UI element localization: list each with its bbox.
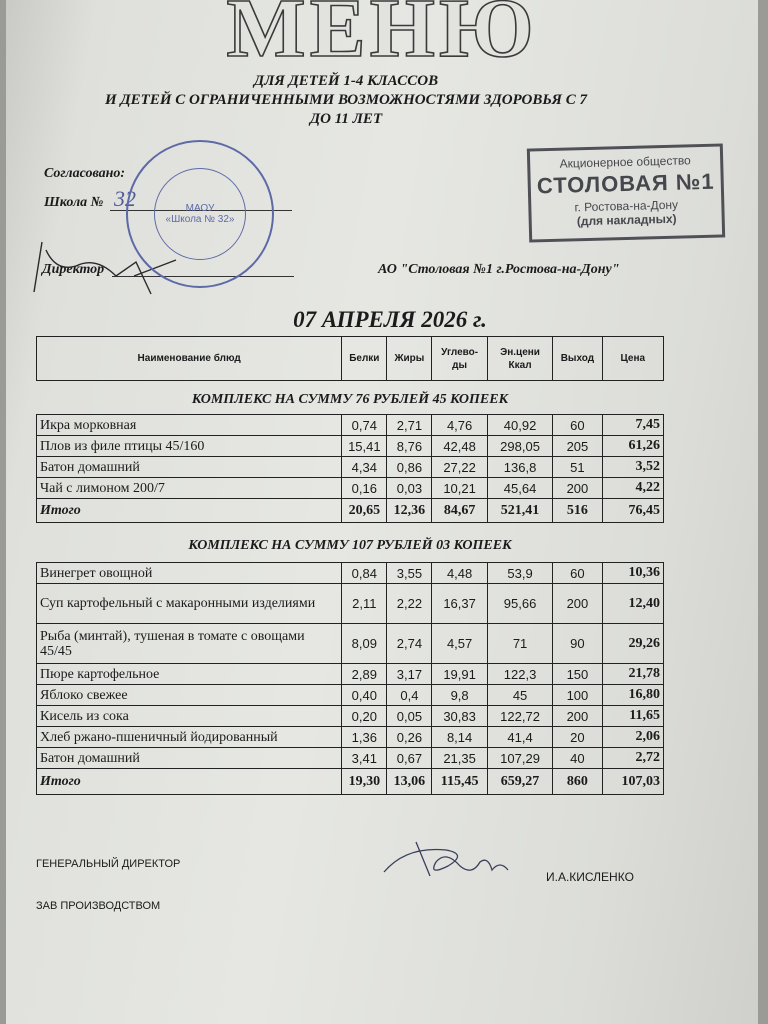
dish-price: 2,06 xyxy=(602,727,664,748)
dish-proteins: 0,40 xyxy=(342,685,387,706)
dish-name: Хлеб ржано-пшеничный йодированный xyxy=(37,727,342,748)
dish-proteins: 0,20 xyxy=(342,706,387,727)
dish-proteins: 2,89 xyxy=(342,664,387,685)
dish-fats: 3,55 xyxy=(387,563,432,584)
total-fats: 13,06 xyxy=(387,769,432,795)
table-row xyxy=(37,727,664,748)
dish-carbs: 9,8 xyxy=(432,685,487,706)
dish-carbs: 16,37 xyxy=(432,584,487,624)
dish-carbs: 4,48 xyxy=(432,563,487,584)
dish-energy: 122,3 xyxy=(487,664,553,685)
subtitle-line-2: И ДЕТЕЙ С ОГРАНИЧЕННЫМИ ВОЗМОЖНОСТЯМИ ЗДОРОВЬЯ С 7 xyxy=(105,92,587,108)
dish-carbs: 27,22 xyxy=(432,457,487,478)
dish-price: 7,45 xyxy=(602,415,664,436)
dish-carbs: 21,35 xyxy=(432,748,487,769)
production-head-label: ЗАВ ПРОИЗВОДСТВОМ xyxy=(36,900,161,912)
dish-fats: 2,71 xyxy=(387,415,432,436)
dish-proteins: 3,41 xyxy=(342,748,387,769)
total-price: 76,45 xyxy=(602,499,664,523)
dish-energy: 136,8 xyxy=(487,457,553,478)
table-row xyxy=(37,624,664,664)
dish-yield: 200 xyxy=(553,584,602,624)
dish-carbs: 4,76 xyxy=(432,415,487,436)
dish-name: Рыба (минтай), тушеная в томате с овощами 45/45 xyxy=(37,624,342,664)
dish-proteins: 15,41 xyxy=(342,436,387,457)
header-energy-1: Эн.цени xyxy=(500,346,540,358)
header-energy xyxy=(487,337,553,381)
dish-price: 2,72 xyxy=(602,748,664,769)
header-carbs xyxy=(432,337,487,381)
dish-price: 29,26 xyxy=(602,624,664,664)
menu-date: 07 АПРЕЛЯ 2026 г. xyxy=(293,307,487,332)
dish-yield: 150 xyxy=(553,664,602,685)
menu-document xyxy=(6,0,758,1024)
dish-proteins: 0,74 xyxy=(342,415,387,436)
dish-energy: 298,05 xyxy=(487,436,553,457)
supplier-stamp-line-3: г. Ростова-на-Дону xyxy=(574,197,679,215)
dish-carbs: 30,83 xyxy=(432,706,487,727)
dish-proteins: 4,34 xyxy=(342,457,387,478)
dish-carbs: 8,14 xyxy=(432,727,487,748)
header-fats: Жиры xyxy=(387,337,432,381)
header-price: Цена xyxy=(602,337,664,381)
dish-proteins: 0,84 xyxy=(342,563,387,584)
dish-proteins: 0,16 xyxy=(342,478,387,499)
document-title: МЕНЮ xyxy=(226,0,538,75)
dish-fats: 8,76 xyxy=(387,436,432,457)
total-carbs: 84,67 xyxy=(432,499,487,523)
header-name: Наименование блюд xyxy=(37,337,342,381)
dish-carbs: 19,91 xyxy=(432,664,487,685)
dish-yield: 51 xyxy=(553,457,602,478)
complex-1-table xyxy=(36,414,664,523)
dish-carbs: 4,57 xyxy=(432,624,487,664)
school-number-handwritten: 32 xyxy=(114,186,136,211)
total-fats: 12,36 xyxy=(387,499,432,523)
agreed-label: Согласовано: xyxy=(44,166,126,181)
table-row xyxy=(37,664,664,685)
dish-proteins: 8,09 xyxy=(342,624,387,664)
school-label: Школа № xyxy=(44,195,104,210)
director-name: И.А.КИСЛЕНКО xyxy=(546,870,634,884)
dish-energy: 71 xyxy=(487,624,553,664)
dish-fats: 0,67 xyxy=(387,748,432,769)
dish-yield: 90 xyxy=(553,624,602,664)
total-row xyxy=(37,499,664,523)
total-carbs: 115,45 xyxy=(432,769,487,795)
table-row xyxy=(37,457,664,478)
dish-price: 3,52 xyxy=(602,457,664,478)
complex-2-table xyxy=(36,562,664,795)
total-label: Итого xyxy=(37,769,342,795)
total-row xyxy=(37,769,664,795)
dish-name: Кисель из сока xyxy=(37,706,342,727)
dish-proteins: 2,11 xyxy=(342,584,387,624)
supplier-stamp-line-1: Акционерное общество xyxy=(559,153,691,171)
dish-fats: 0,05 xyxy=(387,706,432,727)
dish-yield: 20 xyxy=(553,727,602,748)
school-stamp-line-2: «Школа № 32» xyxy=(165,214,235,225)
total-yield: 860 xyxy=(553,769,602,795)
dish-carbs: 10,21 xyxy=(432,478,487,499)
dish-energy: 122,72 xyxy=(487,706,553,727)
dish-price: 10,36 xyxy=(602,563,664,584)
complex-2-title: КОМПЛЕКС НА СУММУ 107 РУБЛЕЙ 03 КОПЕЕК xyxy=(188,538,512,553)
dish-yield: 60 xyxy=(553,415,602,436)
supplier-stamp-line-4: (для накладных) xyxy=(576,211,677,229)
dish-energy: 95,66 xyxy=(487,584,553,624)
supplier-stamp xyxy=(527,143,725,242)
supplier-name: АО "Столовая №1 г.Ростова-на-Дону" xyxy=(378,262,620,277)
table-row xyxy=(37,748,664,769)
dish-name: Чай с лимоном 200/7 xyxy=(37,478,342,499)
table-row xyxy=(37,478,664,499)
dish-price: 12,40 xyxy=(602,584,664,624)
dish-energy: 53,9 xyxy=(487,563,553,584)
dish-name: Батон домашний xyxy=(37,457,342,478)
table-row xyxy=(37,563,664,584)
dish-fats: 0,26 xyxy=(387,727,432,748)
total-price: 107,03 xyxy=(602,769,664,795)
dish-name: Яблоко свежее xyxy=(37,685,342,706)
dish-energy: 45,64 xyxy=(487,478,553,499)
subtitle-line-3: ДО 11 ЛЕТ xyxy=(309,111,383,127)
general-director-signature xyxy=(376,836,526,886)
table-header xyxy=(36,336,664,381)
table-row xyxy=(37,685,664,706)
complex-1-title: КОМПЛЕКС НА СУММУ 76 РУБЛЕЙ 45 КОПЕЕК xyxy=(191,392,509,407)
table-row xyxy=(37,706,664,727)
dish-fats: 2,22 xyxy=(387,584,432,624)
dish-energy: 41,4 xyxy=(487,727,553,748)
total-proteins: 19,30 xyxy=(342,769,387,795)
dish-proteins: 1,36 xyxy=(342,727,387,748)
dish-price: 61,26 xyxy=(602,436,664,457)
dish-yield: 100 xyxy=(553,685,602,706)
table-row xyxy=(37,436,664,457)
school-stamp-line-1: МАОУ xyxy=(185,203,215,214)
dish-yield: 40 xyxy=(553,748,602,769)
header-carbs-2: ды xyxy=(452,359,468,371)
dish-energy: 45 xyxy=(487,685,553,706)
dish-price: 21,78 xyxy=(602,664,664,685)
total-label: Итого xyxy=(37,499,342,523)
total-proteins: 20,65 xyxy=(342,499,387,523)
dish-yield: 200 xyxy=(553,478,602,499)
dish-energy: 40,92 xyxy=(487,415,553,436)
dish-name: Суп картофельный с макаронными изделиями xyxy=(37,584,342,624)
total-energy: 521,41 xyxy=(487,499,553,523)
dish-fats: 0,86 xyxy=(387,457,432,478)
dish-yield: 60 xyxy=(553,563,602,584)
dish-fats: 2,74 xyxy=(387,624,432,664)
dish-name: Икра морковная xyxy=(37,415,342,436)
table-row xyxy=(37,584,664,624)
dish-name: Плов из филе птицы 45/160 xyxy=(37,436,342,457)
dish-price: 4,22 xyxy=(602,478,664,499)
header-carbs-1: Углево- xyxy=(441,346,479,358)
dish-yield: 205 xyxy=(553,436,602,457)
total-energy: 659,27 xyxy=(487,769,553,795)
school-stamp xyxy=(126,140,274,288)
general-director-label: ГЕНЕРАЛЬНЫЙ ДИРЕКТОР xyxy=(36,858,181,870)
table-row xyxy=(37,415,664,436)
dish-name: Пюре картофельное xyxy=(37,664,342,685)
dish-fats: 3,17 xyxy=(387,664,432,685)
dish-price: 11,65 xyxy=(602,706,664,727)
dish-fats: 0,4 xyxy=(387,685,432,706)
dish-price: 16,80 xyxy=(602,685,664,706)
dish-yield: 200 xyxy=(553,706,602,727)
supplier-stamp-line-2: СТОЛОВАЯ №1 xyxy=(536,168,715,199)
dish-carbs: 42,48 xyxy=(432,436,487,457)
header-proteins: Белки xyxy=(342,337,387,381)
total-yield: 516 xyxy=(553,499,602,523)
dish-energy: 107,29 xyxy=(487,748,553,769)
dish-name: Батон домашний xyxy=(37,748,342,769)
dish-fats: 0,03 xyxy=(387,478,432,499)
subtitle-line-1: ДЛЯ ДЕТЕЙ 1-4 КЛАССОВ xyxy=(253,73,439,89)
header-yield: Выход xyxy=(553,337,602,381)
dish-name: Винегрет овощной xyxy=(37,563,342,584)
header-energy-2: Ккал xyxy=(508,359,532,371)
director-label: Директор xyxy=(42,262,105,277)
